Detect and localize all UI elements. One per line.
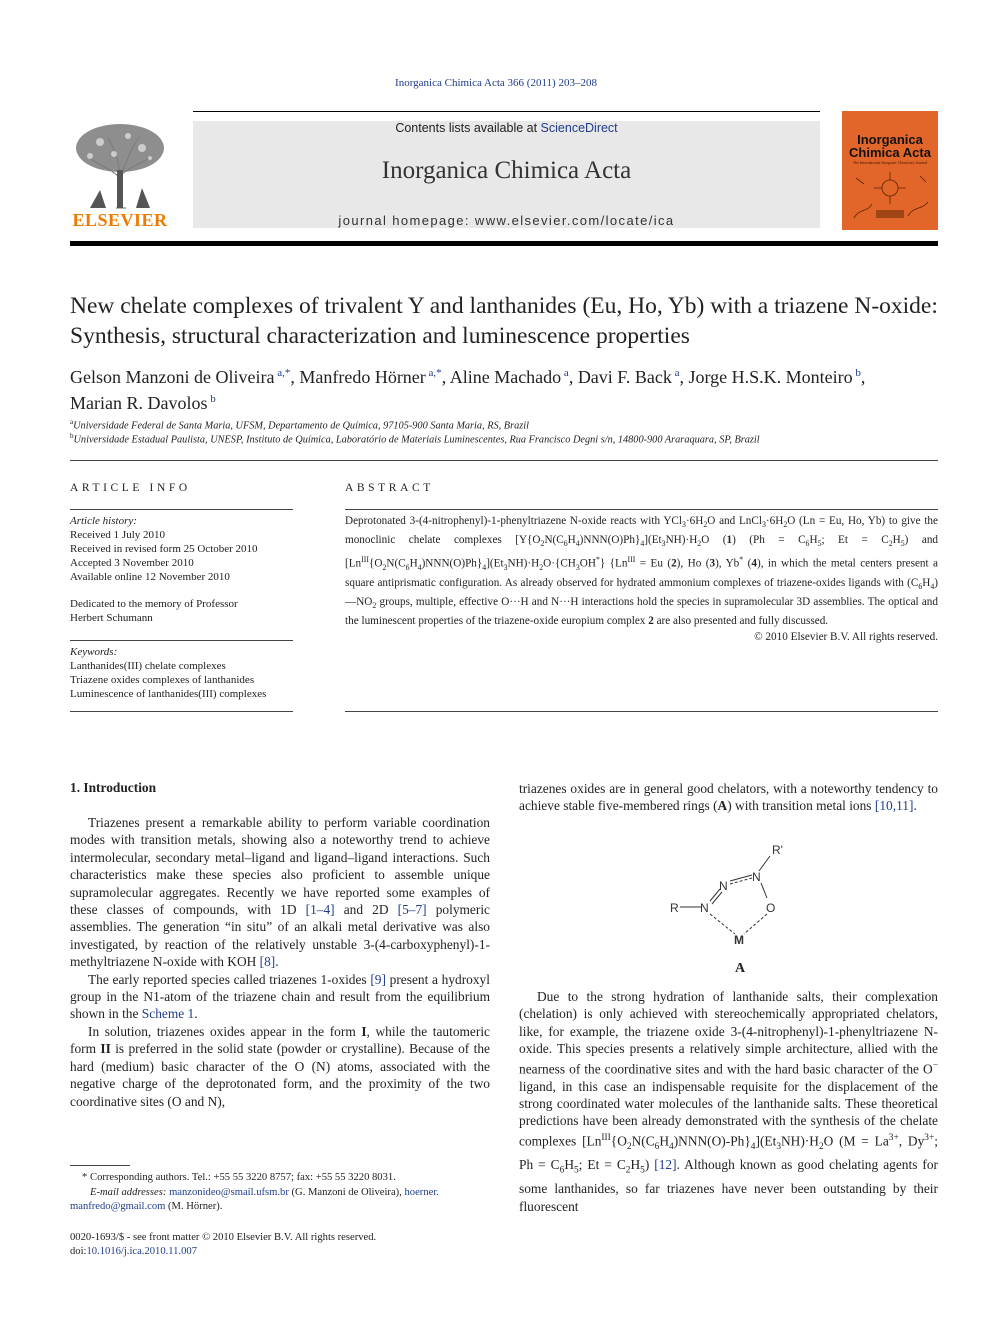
info-rule-3 [70, 711, 293, 712]
top-rule [193, 111, 820, 112]
abstract-text: Deprotonated 3-(4-nitrophenyl)-1-phenyltriazene N-oxide reacts with $YCl_3\cdot 6H_2O$ and $LnCl_3\cdot 6H_2O$ (Ln = Eu, Ho, Yb) to give the monoclinic chelate complexes $[Y\{O_2N(C_6H_4)NNN(O)Ph\}_4](Et_3NH)\cdot H_2O$ (1) ($Ph = C_6H_5$; $Et = C_2H_5$) and $[Ln^{III}\{O_2N(C_6H_4)NNN(O)Ph\}_4](Et_3NH)\cdot H_2O\cdot\{CH_3OH^*\} \{Ln^{III} = Eu$ (2), Ho (3), Yb* (4), in which the metal centers present a square antiprismatic configuration. As already observed for hydrated ammonium complexes of triazene-oxides ligands with $(C_6H_4)—NO_2$ groups, multiple, effective O···H and N···H interactions hold the species in supramolecular 3D assemblies. The optical and the luminescent properties of the triazene-oxide europium complex 2 are also presented and fully discussed. © 2010 Elsevier B.V. All rights reserved. [345, 514, 938, 645]
dedication-line-2: Herbert Schumann [70, 612, 153, 624]
email-link-2b[interactable]: manfredo@gmail.com [70, 1201, 166, 1212]
article-history [70, 514, 300, 625]
author-name: Gelson Manzoni de Oliveira [70, 367, 275, 387]
dedication-line-1: Dedicated to the memory of Professor [70, 598, 238, 610]
author-separator: , [441, 367, 450, 387]
author-affiliation-mark[interactable]: b [852, 367, 861, 379]
doi-label: doi: [70, 1246, 87, 1257]
author-affiliation-mark[interactable]: a,* [274, 367, 291, 379]
email-link-2a[interactable]: hoerner. [404, 1187, 439, 1198]
intro-paragraph-4: Due to the strong hydration of lanthanide salts, their complexation (chelation) is only achieved with stereochemically appropriated chelators, like, for example, the triazene oxide 3-(4-nitrophenyl)-1-phenyltriazene N-oxide. This species presents a relatively simple architecture, allied with the nearness of the coordinative sites and with the hard basic character of the O− ligand, in this case an indispensable requisite for the displacement of the strong coordinated water molecules of the lanthanide salts. These theoretical predictions have been already demonstrated with the synthesis of the chelate complexes $[Ln^{III}\{O_2N(C_6H_4)NNN(O)-Ph\}_4](Et_3NH)\cdot H_2O$ ($M = La^{3+}$, $Dy^{3+}$; $Ph = C_6H_5$; $Et = C_2H_5$) [12]. Although known as good chelating agents for some lanthanides, so far triazenes have never been outstanding by their fluorescent [519, 989, 939, 1214]
affiliation-b-text: Universidade Estadual Paulista, UNESP, Instituto de Química, Laboratório de Materiais Luminescentes, Rua Francisco Degni s/n, 14800-900 Araraquara, SP, Brazil [73, 434, 760, 446]
history-received: Received 1 July 2010 [70, 529, 166, 541]
author-separator: , [290, 367, 300, 387]
author-name: Manfredo Hörner [299, 367, 426, 387]
journal-name: Inorganica Chimica Acta [381, 157, 632, 184]
author-line-1 [70, 362, 940, 388]
affiliation-a-mark: a [70, 418, 74, 426]
atom-r-prime: R' [772, 843, 783, 857]
atom-o: O [766, 901, 776, 915]
cover-title-line-2: Chimica Acta [849, 145, 931, 160]
elsevier-tree-logo [70, 118, 170, 210]
chelate-ring-scheme [660, 838, 800, 978]
author-separator: , [568, 367, 578, 387]
doi-link[interactable]: 10.1016/j.ica.2010.11.007 [86, 1246, 198, 1257]
footnote-rule [70, 1165, 130, 1166]
article-info-heading: ARTICLE INFO [70, 482, 191, 494]
cover-subtitle: The International Inorganic Chemistry Journal [852, 160, 928, 165]
footnote-email [70, 1186, 495, 1200]
affiliation-b [70, 432, 940, 445]
keywords-label: Keywords: [70, 646, 118, 658]
journal-citation[interactable]: Inorganica Chimica Acta 366 (2011) 203–208 [395, 77, 597, 89]
abstract-rule-bottom [345, 711, 938, 712]
contents-prefix: Contents lists available at [395, 121, 541, 135]
sciencedirect-link[interactable]: ScienceDirect [540, 121, 618, 135]
author-name: Marian R. Davolos [70, 393, 208, 413]
author-affiliation-mark[interactable]: a [561, 367, 569, 379]
scheme-label: A [735, 961, 746, 976]
author-separator: , [679, 367, 689, 387]
author-separator: , [860, 367, 866, 387]
history-revised: Received in revised form 25 October 2010 [70, 543, 258, 555]
email-1-owner: (G. Manzoni de Oliveira), [291, 1187, 402, 1198]
article-title: New chelate complexes of trivalent Y and lanthanides (Eu, Ho, Yb) with a triazene N-oxide: Synthesis, structural characterization and luminescence properties [70, 293, 938, 349]
author-name: Jorge H.S.K. Monteiro [688, 367, 853, 387]
info-rule-2 [70, 640, 293, 641]
cover-title-line-1: Inorganica [857, 132, 923, 147]
abstract-rule-top [345, 509, 938, 510]
intro-paragraph-1: Triazenes present a remarkable ability to perform variable coordination modes with transition metals, showing also a noteworthy trend to achieve intermolecular, secondary metal–ligand and ligand–ligand interactions. Such characteristics make these species also proficient to assemble unique supramolecular aggregates. Recently we have reported some examples of these classes of compounds, with 1D [1–4] and 2D [5–7] polymeric assemblies. The generation “in situ” of an alkali metal derivative was also investigated, by reaction of the relatively unstable 3-(4-carboxyphenyl)-1-methyltriazene N-oxide with KOH [8]. [70, 815, 490, 970]
email-label: E-mail addresses: [90, 1187, 167, 1198]
author-affiliation-mark[interactable]: a [671, 367, 680, 379]
author-name: Davi F. Back [577, 367, 672, 387]
author-list [70, 362, 940, 414]
cover-title [842, 133, 938, 159]
header-thick-rule [70, 241, 938, 246]
affiliation-a-text: Universidade Federal de Santa Maria, UFSM, Departamento de Química, 97105-900 Santa Maria, RS, Brazil [73, 420, 529, 432]
homepage-prefix: journal homepage: [338, 213, 475, 228]
history-accepted: Accepted 3 November 2010 [70, 557, 194, 569]
corresponding-text: Corresponding authors. Tel.: +55 55 3220 8757; fax: +55 55 3220 8031. [90, 1172, 396, 1183]
intro-paragraph-3: In solution, triazenes oxides appear in the form I, while the tautomeric form II is preferred in the solid state (powder or crystalline). Because of the hard (medium) basic character of the O (N) atoms, associated with the negative charge of the deprotonated form, and the proximity of the two coordinative sites (O and N), [70, 1023, 490, 1109]
info-rule-1 [70, 509, 293, 510]
footnote-email-cont [70, 1200, 495, 1214]
atom-n1: N [700, 901, 709, 915]
journal-homepage [193, 213, 820, 228]
email-2-owner: (M. Hörner). [168, 1201, 223, 1212]
issn-line: 0020-1693/$ - see front matter © 2010 Elsevier B.V. All rights reserved. [70, 1232, 377, 1243]
email-link-1[interactable]: manzonideo@smail.ufsm.br [169, 1187, 289, 1198]
history-online: Available online 12 November 2010 [70, 571, 230, 583]
keywords-block [70, 645, 300, 701]
atom-n3: N [752, 870, 761, 884]
contents-line [193, 121, 820, 135]
history-label: Article history: [70, 515, 137, 527]
keyword-3: Luminescence of lanthanides(III) complexes [70, 688, 267, 700]
intro-paragraph-2: The early reported species called triazenes 1-oxides [9] present a hydroxyl group in the N1-atom of the triazene chain and result from the equilibrium shown in the Scheme 1. [70, 971, 490, 1022]
keyword-1: Lanthanides(III) chelate complexes [70, 660, 226, 672]
affiliation-rule [70, 460, 938, 461]
intro-right-column-bottom [519, 988, 938, 1215]
intro-paragraph-3-cont: triazenes oxides are in general good chelators, with a noteworthy tendency to achieve stable five-membered rings (A) with transition metal ions [10,11]. [519, 781, 938, 814]
elsevier-wordmark: ELSEVIER [72, 210, 168, 230]
intro-left-column [70, 814, 490, 1110]
atom-r: R [670, 901, 679, 915]
introduction-heading: 1. Introduction [70, 780, 157, 795]
author-line-2 [70, 388, 940, 414]
cover-illustration [846, 168, 934, 226]
author-name: Aline Machado [449, 367, 562, 387]
author-affiliation-mark[interactable]: a,* [425, 367, 442, 379]
intro-right-column-top [519, 780, 938, 815]
abstract-heading: ABSTRACT [345, 482, 434, 494]
keyword-2: Triazene oxides complexes of lanthanides [70, 674, 255, 686]
footnote-corresponding: * Corresponding authors. Tel.: +55 55 3220 8757; fax: +55 55 3220 8031. [82, 1172, 396, 1183]
homepage-url[interactable]: www.elsevier.com/locate/ica [474, 213, 675, 228]
abstract-copyright: © 2010 Elsevier B.V. All rights reserved. [754, 630, 938, 643]
doi-line [70, 1245, 495, 1259]
author-affiliation-mark[interactable]: b [207, 393, 216, 405]
affiliation-a [70, 418, 940, 431]
atom-m: M [734, 933, 744, 947]
affiliation-b-mark: b [70, 432, 74, 440]
atom-n2: N [719, 879, 728, 893]
